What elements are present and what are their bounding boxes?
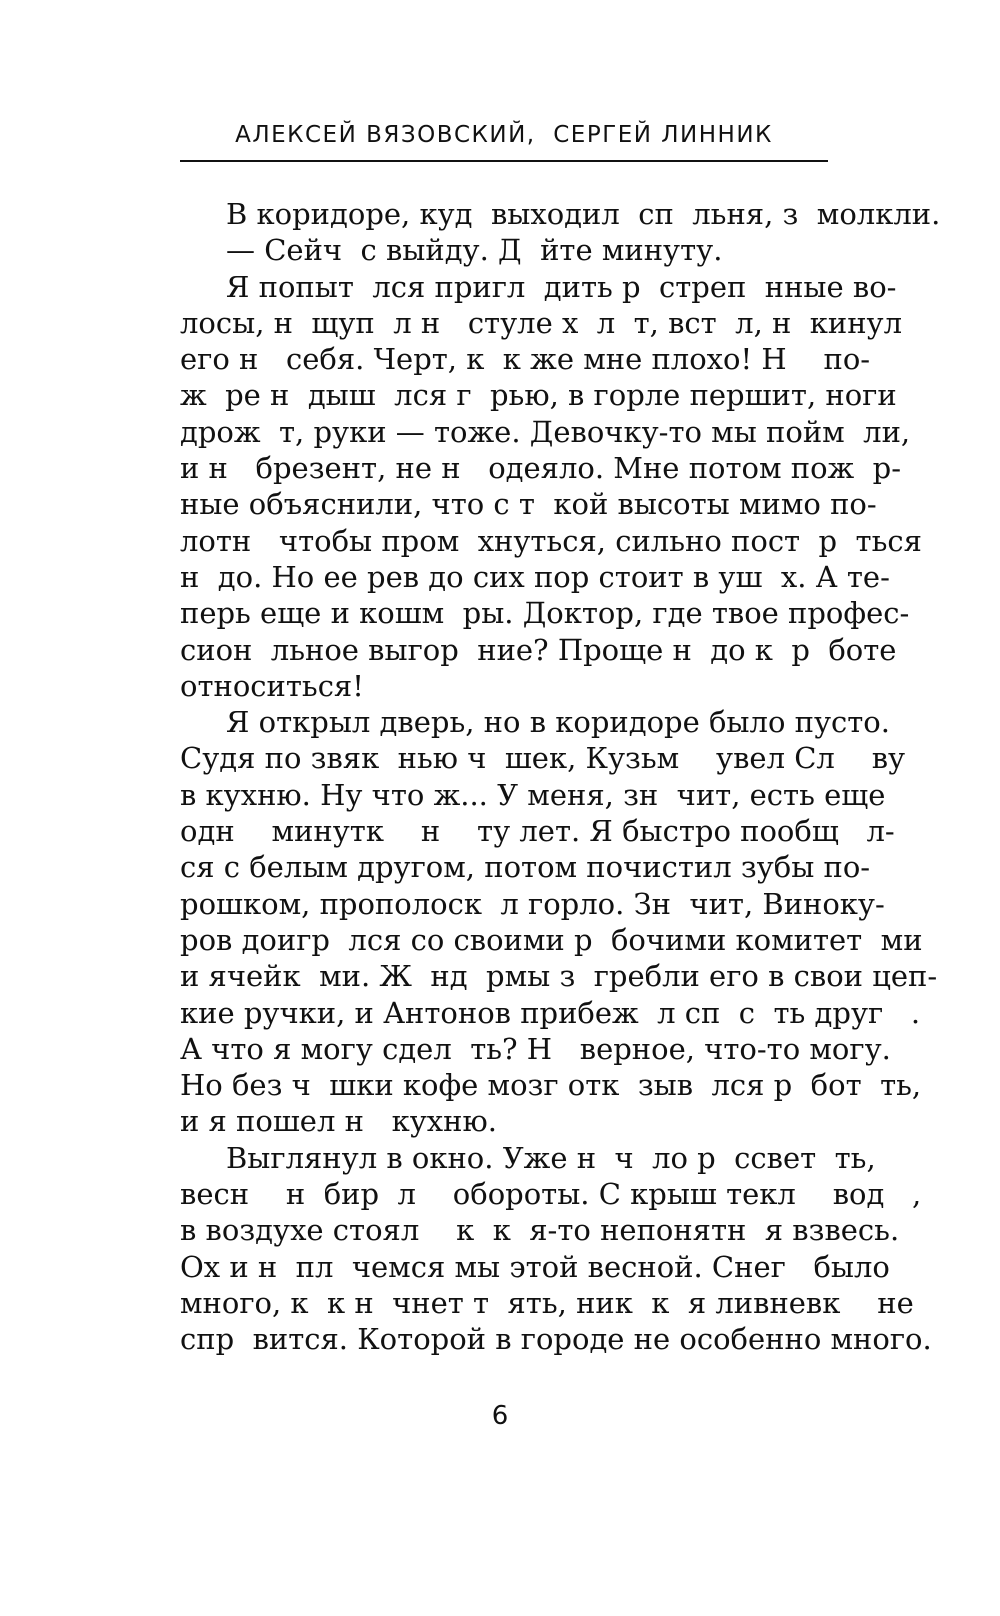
text-line: Я открыл дверь, но в коридоре было пусто. [226, 705, 890, 740]
running-header-title: АЛЕКСЕЙ ВЯЗОВСКИЙ, СЕРГЕЙ ЛИННИК [235, 122, 773, 148]
text-line: ров доигр лся со своими р бочими комитет ми [180, 922, 923, 957]
text-line: — Сейч с выйду. Д йте минуту. [226, 233, 723, 268]
text-line: ся с белым другом, потом почистил зубы по- [180, 850, 871, 885]
text-line: перь еще и кошм ры. Доктор, где твое профес- [180, 596, 910, 631]
page-number: 6 [491, 1401, 509, 1431]
text-line: и н брезент, не н одеяло. Мне потом пож р- [180, 451, 902, 486]
text-line: дрож т, руки — тоже. Девочку-то мы пойм ли, [180, 414, 911, 449]
text-line: лотн чтобы пром хнуться, сильно пост р ться [180, 523, 922, 558]
text-line: и ячейк ми. Ж нд рмы з гребли его в свои цеп- [180, 959, 938, 994]
text-line: Но без ч шки кофе мозг отк зыв лся р бот ть, [180, 1068, 922, 1103]
text-line: сион льное выгор ние? Проще н до к р боте [180, 632, 897, 667]
text-line: весн н бир л обороты. С крыш текл вод , [180, 1177, 922, 1212]
body-text [180, 196, 941, 1358]
text-line: ные объяснили, что с т кой высоты мимо по- [180, 487, 877, 522]
text-line: Ох и н пл чемся мы этой весной. Снег было [180, 1249, 890, 1284]
text-line: относиться! [180, 668, 364, 703]
text-line: кие ручки, и Антонов прибеж л сп с ть друг . [180, 995, 921, 1030]
text-line: Выглянул в окно. Уже н ч ло р ссвет ть, [226, 1140, 876, 1175]
text-line: одн минутк н ту лет. Я быстро пообщ л- [180, 814, 895, 849]
header-divider [180, 160, 828, 162]
text-line: н до. Но ее рев до сих пор стоит в уш х. А те- [180, 559, 890, 594]
text-line: рошком, прополоск л горло. Зн чит, Виноку- [180, 886, 885, 921]
text-line: Судя по звяк нью ч шек, Кузьм увел Сл ву [180, 741, 906, 776]
text-line: ж ре н дыш лся г рью, в горле першит, ноги [180, 378, 897, 413]
text-line: в воздухе стоял к к я-то непонятн я взвесь. [180, 1213, 900, 1248]
text-line: и я пошел н кухню. [180, 1104, 497, 1139]
text-line: много, к к н чнет т ять, ник к я ливневк не [180, 1285, 914, 1320]
text-line: лосы, н щуп л н стуле х л т, вст л, н кинул [180, 305, 903, 340]
text-line: Я попыт лся пригл дить р стреп нные во- [226, 269, 897, 304]
text-line: его н себя. Черт, к к же мне плохо! Н по- [180, 342, 871, 377]
text-line: А что я могу сдел ть? Н верное, что-то могу. [180, 1031, 891, 1066]
text-line: в кухню. Ну что ж... У меня, зн чит, есть еще [180, 777, 886, 812]
text-line: В коридоре, куд выходил сп льня, з молкли. [226, 197, 941, 231]
text-line: спр вится. Которой в городе не особенно много. [180, 1322, 932, 1357]
